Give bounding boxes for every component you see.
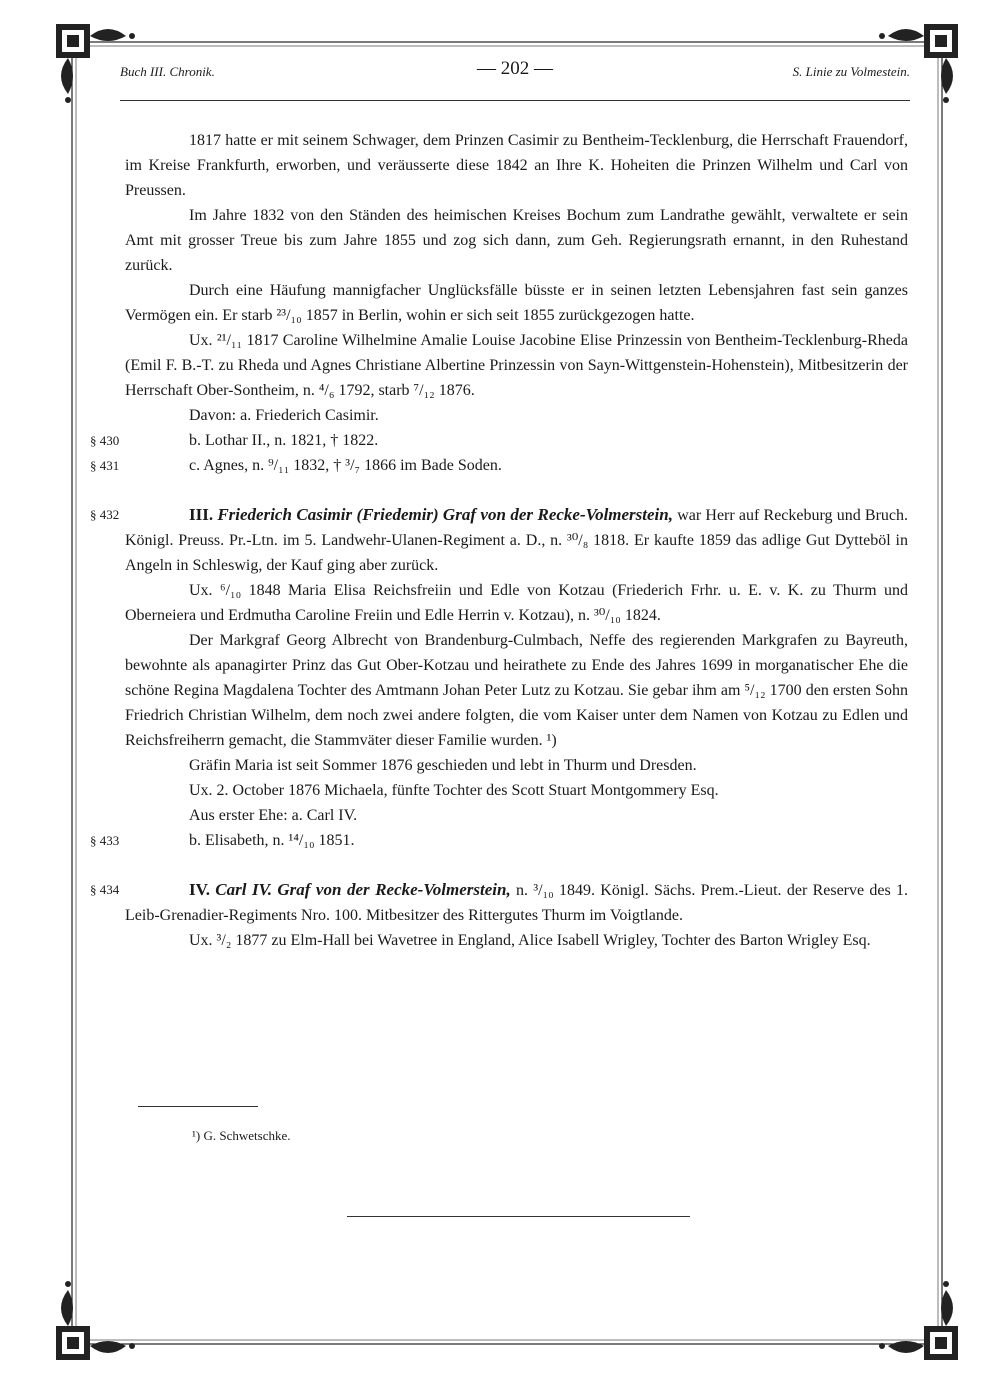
paragraph: Ux. ³/₂ 1877 zu Elm-Hall bei Wavetree in England, Alice Isabell Wrigley, Tochter des Barton Wrigley Esq. [189, 932, 871, 949]
running-header [120, 58, 910, 88]
generation-number: III. [189, 505, 214, 524]
footnote-rule [138, 1106, 258, 1107]
person-title: Graf von der Recke-Volmerstein, [277, 880, 511, 899]
paragraph: § 430 b. Lothar II., n. 1821, † 1822. [125, 428, 908, 453]
paragraph: Der Markgraf Georg Albrecht von Brandenburg-Culmbach, Neffe des regierenden Markgrafen zu Bayreuth, bewohnte als apanagirter Prinz das Gut Ober-Kotzau und heirathete zu Ende des Jahres 1699 in morganatischer Ehe die schöne Regina Magdalena Tochter des Amtmann Johan Peter Lutz zu Kotzau. Sie gebar ihm am ⁵/₁₂ 1700 den ersten Sohn Friedrich Christian Wilhelm, dem noch zwei andere folgten, die vom Kaiser unter dem Namen von Kotzau zu Edlen und Reichsfreiherrn gemacht, die Stammväter dieser Familie wurden. ¹) [125, 632, 908, 749]
person-name: Carl IV. [215, 880, 273, 899]
paragraph: 1817 hatte er mit seinem Schwager, dem Prinzen Casimir zu Bentheim-Tecklenburg, die Herrschaft Frauendorf, im Kreise Frankfurth, erworben, und veräusserte diese 1842 an Ihre K. Hoheiten die Prinzen Wilhelm und Carl von Preussen. [125, 132, 908, 199]
end-rule [347, 1216, 690, 1217]
paragraph: Ux. 2. October 1876 Michaela, fünfte Tochter des Scott Stuart Montgommery Esq. [189, 782, 719, 799]
person-title: Graf von der Recke-Volmerstein, [442, 505, 673, 524]
paragraph: Im Jahre 1832 von den Ständen des heimischen Kreises Bochum zum Landrathe gewählt, verwaltete er sein Amt mit grosser Treue bis zum Jahre 1855 und zog sich dann, zum Geh. Regierungsrath ernannt, in den Ruhestand zurück. [125, 207, 908, 274]
paragraph: Davon: a. Friederich Casimir. [189, 407, 379, 424]
corner-ornament-bottom-right [879, 1281, 958, 1360]
section-ref: § 430 [90, 433, 120, 448]
paragraph: Ux. ²¹/₁₁ 1817 Caroline Wilhelmine Amalie Louise Jacobine Elise Prinzessin von Bentheim-Tecklenburg-Rheda (Emil F. B.-T. zu Rheda und Agnes Christiane Albertine Prinzessin von Sayn-Wittgenstein-Hohenstein), Mitbesitzerin der Herrschaft Ober-Sontheim, n. ⁴/₆ 1792, starb ⁷/₁₂ 1876. [125, 332, 908, 399]
paragraph: Aus erster Ehe: a. Carl IV. [189, 807, 358, 824]
header-left: Buch III. Chronik. [120, 64, 215, 79]
section-text: war Herr auf Reckeburg und Bruch. Königl. Preuss. Pr.-Ltn. im 5. Landwehr-Ulanen-Regiment a. D., n. ³⁰/₈ 1818. Er kaufte 1859 das adlige Gut Dytteböl in Angeln in Schleswig, der Kauf ging aber zurück. [125, 507, 909, 574]
paragraph: Gräfin Maria ist seit Sommer 1876 geschieden und lebt in Thurm und Dresden. [189, 757, 697, 774]
footnote: ¹) G. Schwetschke. [192, 1128, 291, 1143]
paragraph: Ux. ⁶/₁₀ 1848 Maria Elisa Reichsfreiin und Edle von Kotzau (Friederich Frhr. u. E. v. K. zu Thurm und Oberneiera und Erdmutha Caroline Freiin und Edle Herrin v. Kotzau), n. ³⁰/₁₀ 1824. [125, 582, 908, 624]
generation-number: IV. [189, 880, 210, 899]
header-right: S. Linie zu Volmestein. [792, 64, 910, 79]
paragraph: Durch eine Häufung mannigfacher Unglücksfälle büsste er in seinen letzten Lebensjahren fast sein ganzes Vermögen ein. Er starb ²³/₁₀ 1857 in Berlin, wohin er sich seit 1855 zurückgezogen hatte. [125, 282, 908, 324]
section-ref: § 433 [90, 833, 120, 848]
page-number: — 202 — [477, 58, 553, 79]
header-rule [120, 100, 910, 101]
paragraph: § 431 c. Agnes, n. ⁹/₁₁ 1832, † ³/₇ 1866 im Bade Soden. [125, 453, 908, 478]
page-body [90, 128, 909, 953]
section-text: n. ³/₁₀ 1849. Königl. Sächs. Prem.-Lieut. der Reserve des 1. Leib-Grenadier-Regiments Nro. 100. Mitbesitzer des Rittergutes Thurm im Voigtlande. [125, 882, 909, 924]
section-ref: § 434 [90, 882, 120, 897]
paragraph: § 433 b. Elisabeth, n. ¹⁴/₁₀ 1851. [125, 828, 908, 853]
section-ref: § 432 [90, 507, 120, 522]
section-heading-paragraph [90, 877, 909, 928]
person-name: Friederich Casimir (Friedemir) [217, 505, 439, 524]
section-heading-paragraph [90, 502, 909, 578]
section-ref: § 431 [90, 458, 120, 473]
corner-ornament-bottom-left [56, 1281, 135, 1360]
